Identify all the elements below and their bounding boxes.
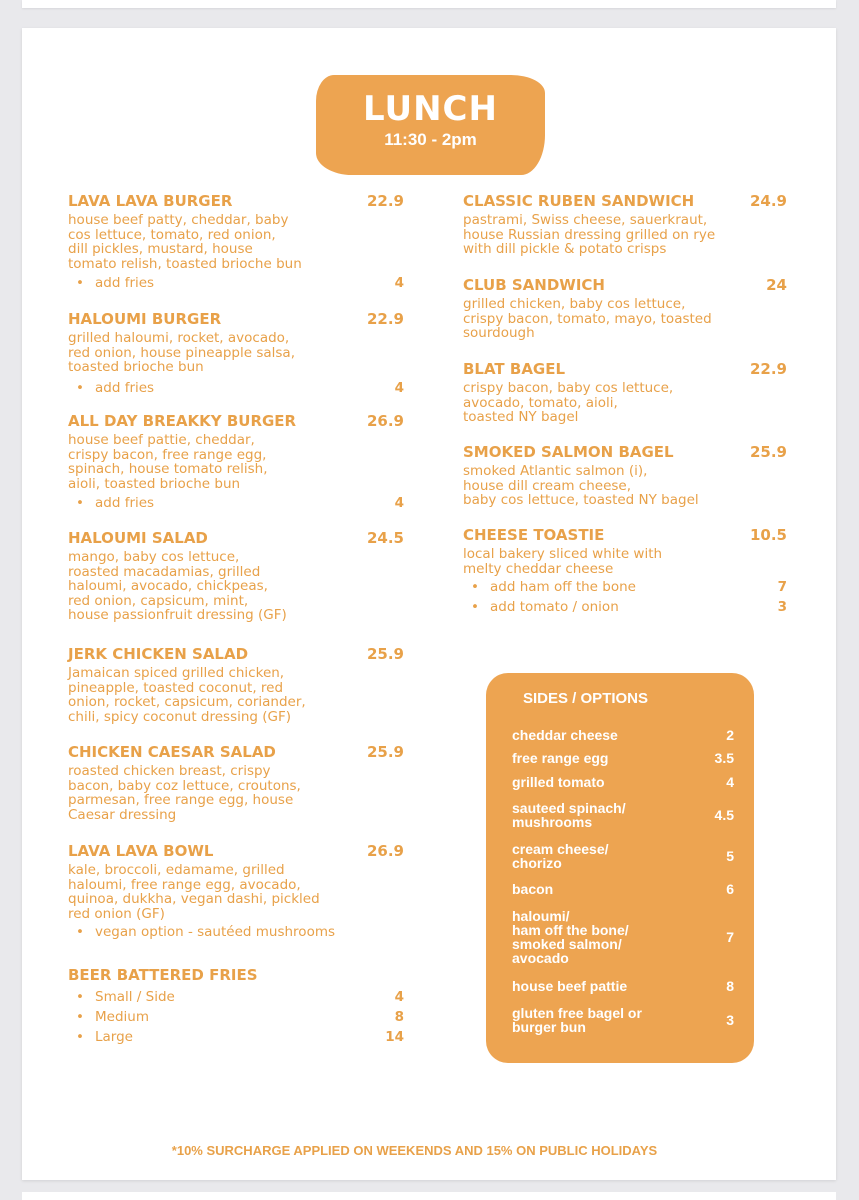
item-price: 25.9 — [749, 443, 787, 461]
item-description: grilled haloumi, rocket, avocado, red onion, house pineapple salsa, toasted brioche bun — [68, 330, 295, 375]
menu-item — [463, 192, 787, 257]
sides-options-panel — [486, 673, 754, 1063]
item-description: house beef pattie, cheddar, crispy bacon, free range egg, spinach, house tomato relish, aioli, toasted brioche bun — [68, 432, 268, 492]
addon-row: • Large 14 — [76, 1029, 404, 1045]
item-price: 10.5 — [749, 526, 787, 544]
menu-hours: 11:30 - 2pm — [384, 130, 477, 149]
item-price: 24.5 — [366, 529, 404, 547]
surcharge-note: *10% SURCHARGE APPLIED ON WEEKENDS AND 15% ON PUBLIC HOLIDAYS — [171, 1143, 658, 1158]
side-option-row: gluten free bagel or burger bun 3 — [512, 1005, 734, 1035]
side-option-row: haloumi/ ham off the bone/ smoked salmon/ avocado 7 — [512, 908, 734, 966]
side-option-row: cheddar cheese 2 — [512, 727, 734, 743]
item-name: BLAT BAGEL — [463, 360, 566, 378]
side-option-row: cream cheese/ chorizo 5 — [512, 841, 734, 871]
item-name: LAVA LAVA BOWL — [68, 842, 214, 860]
item-price: 22.9 — [366, 192, 404, 210]
side-option-row: house beef pattie 8 — [512, 978, 734, 994]
menu-item — [463, 443, 787, 508]
item-price: 24 — [766, 276, 787, 294]
side-price: 6 — [726, 881, 734, 897]
item-name: CLASSIC RUBEN SANDWICH — [463, 192, 695, 210]
menu-title: LUNCH — [363, 89, 498, 129]
addon-row: • add fries 4 — [76, 379, 404, 396]
item-price: 25.9 — [366, 743, 404, 761]
side-option-row: sauteed spinach/ mushrooms 4.5 — [512, 800, 734, 830]
side-price: 2 — [726, 727, 734, 743]
addon-row: • add tomato / onion 3 — [471, 599, 787, 615]
side-price: 4 — [726, 774, 734, 790]
addon-row: • add fries 4 — [76, 495, 404, 511]
item-description: roasted chicken breast, crispy bacon, baby coz lettuce, croutons, parmesan, free range egg, house Caesar dressing — [68, 763, 301, 823]
title-badge — [316, 75, 545, 175]
menu-item — [463, 360, 787, 425]
menu-item — [68, 192, 408, 293]
item-name: CHICKEN CAESAR SALAD — [68, 743, 276, 761]
item-description: grilled chicken, baby cos lettuce, crispy bacon, tomato, mayo, toasted sourdough — [463, 296, 712, 341]
menu-item — [463, 526, 787, 617]
item-description: pastrami, Swiss cheese, sauerkraut, house Russian dressing grilled on rye with dill pickle & potato crisps — [463, 212, 716, 257]
menu-item — [68, 412, 408, 513]
side-price: 5 — [726, 848, 734, 864]
item-name: JERK CHICKEN SALAD — [68, 645, 249, 663]
item-description: local bakery sliced white with melty cheddar cheese — [463, 546, 663, 577]
next-page-edge — [22, 1192, 836, 1200]
side-price: 8 — [726, 978, 734, 994]
menu-item — [68, 310, 408, 398]
menu-item — [68, 645, 408, 724]
item-name: CLUB SANDWICH — [463, 276, 605, 294]
side-price: 3.5 — [714, 750, 734, 766]
side-price: 3 — [726, 1012, 734, 1028]
side-option-row: bacon 6 — [512, 881, 734, 897]
addon-row: • add ham off the bone 7 — [471, 579, 787, 595]
addon-row: • vegan option - sautéed mushrooms — [76, 924, 336, 940]
item-description: smoked Atlantic salmon (i), house dill cream cheese, baby cos lettuce, toasted NY bagel — [463, 463, 699, 508]
side-price: 7 — [726, 929, 734, 945]
item-name: ALL DAY BREAKKY BURGER — [68, 412, 297, 430]
item-description: house beef patty, cheddar, baby cos lettuce, tomato, red onion, dill pickles, mustard, house tomato relish, toasted brioche bun — [68, 212, 302, 272]
item-price: 24.9 — [749, 192, 787, 210]
side-option-row: grilled tomato 4 — [512, 774, 734, 790]
previous-page-edge — [22, 0, 836, 8]
addon-row: • add fries 4 — [76, 275, 404, 291]
item-description: Jamaican spiced grilled chicken, pineapple, toasted coconut, red onion, rocket, capsicum, coriander, chili, spicy coconut dressing (GF) — [68, 665, 306, 725]
item-name: BEER BATTERED FRIES — [68, 966, 258, 984]
item-name: HALOUMI SALAD — [68, 529, 208, 547]
item-name: LAVA LAVA BURGER — [68, 192, 233, 210]
menu-item — [68, 529, 408, 623]
item-name: CHEESE TOASTIE — [463, 526, 605, 544]
side-option-row: free range egg 3.5 — [512, 750, 734, 766]
sides-title: SIDES / OPTIONS — [523, 690, 649, 707]
item-description: crispy bacon, baby cos lettuce, avocado, tomato, aioli, toasted NY bagel — [463, 380, 674, 425]
menu-item — [68, 842, 408, 942]
item-description: kale, broccoli, edamame, grilled haloumi, free range egg, avocado, quinoa, dukkha, vegan dashi, pickled red onion (GF) — [68, 862, 320, 922]
menu-item — [68, 743, 408, 822]
menu-item — [68, 966, 408, 1047]
item-name: SMOKED SALMON BAGEL — [463, 443, 674, 461]
item-price: 25.9 — [366, 645, 404, 663]
item-name: HALOUMI BURGER — [68, 310, 222, 328]
addon-row: • Medium 8 — [76, 1009, 404, 1025]
item-price: 26.9 — [366, 412, 404, 430]
item-price: 26.9 — [366, 842, 404, 860]
item-price: 22.9 — [749, 360, 787, 378]
menu-item — [463, 276, 787, 341]
item-price: 22.9 — [366, 310, 404, 328]
addon-row: • Small / Side 4 — [76, 989, 404, 1005]
item-description: mango, baby cos lettuce, roasted macadamias, grilled haloumi, avocado, chickpeas, red onion, capsicum, mint, house passionfruit dressing (GF) — [68, 549, 287, 623]
side-price: 4.5 — [714, 807, 734, 823]
